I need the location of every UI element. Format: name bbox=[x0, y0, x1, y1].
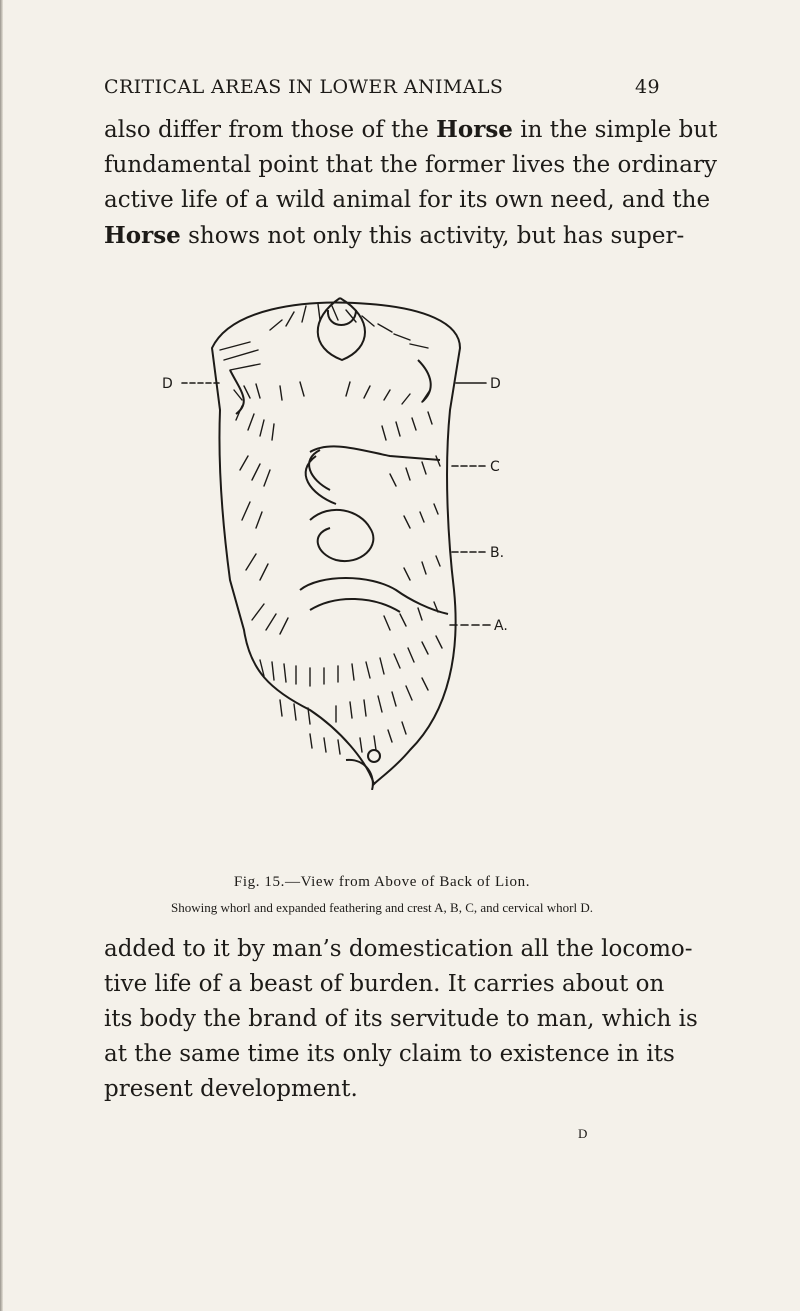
paragraph-line: fundamental point that the former lives the ordinary bbox=[104, 152, 717, 178]
paragraph-line: at the same time its only claim to existence in its bbox=[104, 1041, 675, 1067]
paragraph-line bbox=[104, 218, 685, 254]
text-run: in the simple but bbox=[512, 117, 718, 143]
label-c: C bbox=[490, 459, 500, 475]
page-number: 49 bbox=[635, 76, 660, 98]
lion-back-figure bbox=[160, 290, 520, 790]
paragraph-line: present development. bbox=[104, 1076, 358, 1102]
label-a: A. bbox=[494, 618, 508, 634]
label-b: B. bbox=[490, 545, 505, 561]
paragraph-line: added to it by man’s domestication all the locomo- bbox=[104, 936, 693, 962]
paragraph-line bbox=[104, 112, 718, 148]
running-head bbox=[104, 76, 660, 98]
paragraph-line: its body the brand of its servitude to man, which is bbox=[104, 1006, 698, 1032]
figure-caption-text: Showing whorl and expanded feathering and crest A, B, C, and cervical whorl D. bbox=[170, 900, 594, 915]
paragraph-top bbox=[104, 112, 718, 254]
keyword-horse: Horse bbox=[104, 222, 181, 249]
paragraph-bottom bbox=[104, 932, 698, 1107]
signature-mark: D bbox=[578, 1126, 588, 1141]
page-edge bbox=[0, 0, 3, 1311]
label-d-left: D bbox=[162, 376, 173, 392]
paragraph-line: active life of a wild animal for its own need, and the bbox=[104, 187, 711, 213]
keyword-horse: Horse bbox=[436, 116, 513, 143]
text-run: also differ from those of the bbox=[104, 117, 437, 143]
text-run: shows not only this activity, but has super- bbox=[180, 223, 685, 249]
paragraph-line: tive life of a beast of burden. It carries about on bbox=[104, 971, 665, 997]
label-d-right: D bbox=[490, 376, 501, 392]
running-head-title: CRITICAL AREAS IN LOWER ANIMALS bbox=[104, 76, 504, 98]
figure-caption-title: Fig. 15.—View from Above of Back of Lion. bbox=[233, 874, 531, 890]
lion-back-illustration bbox=[160, 290, 520, 790]
